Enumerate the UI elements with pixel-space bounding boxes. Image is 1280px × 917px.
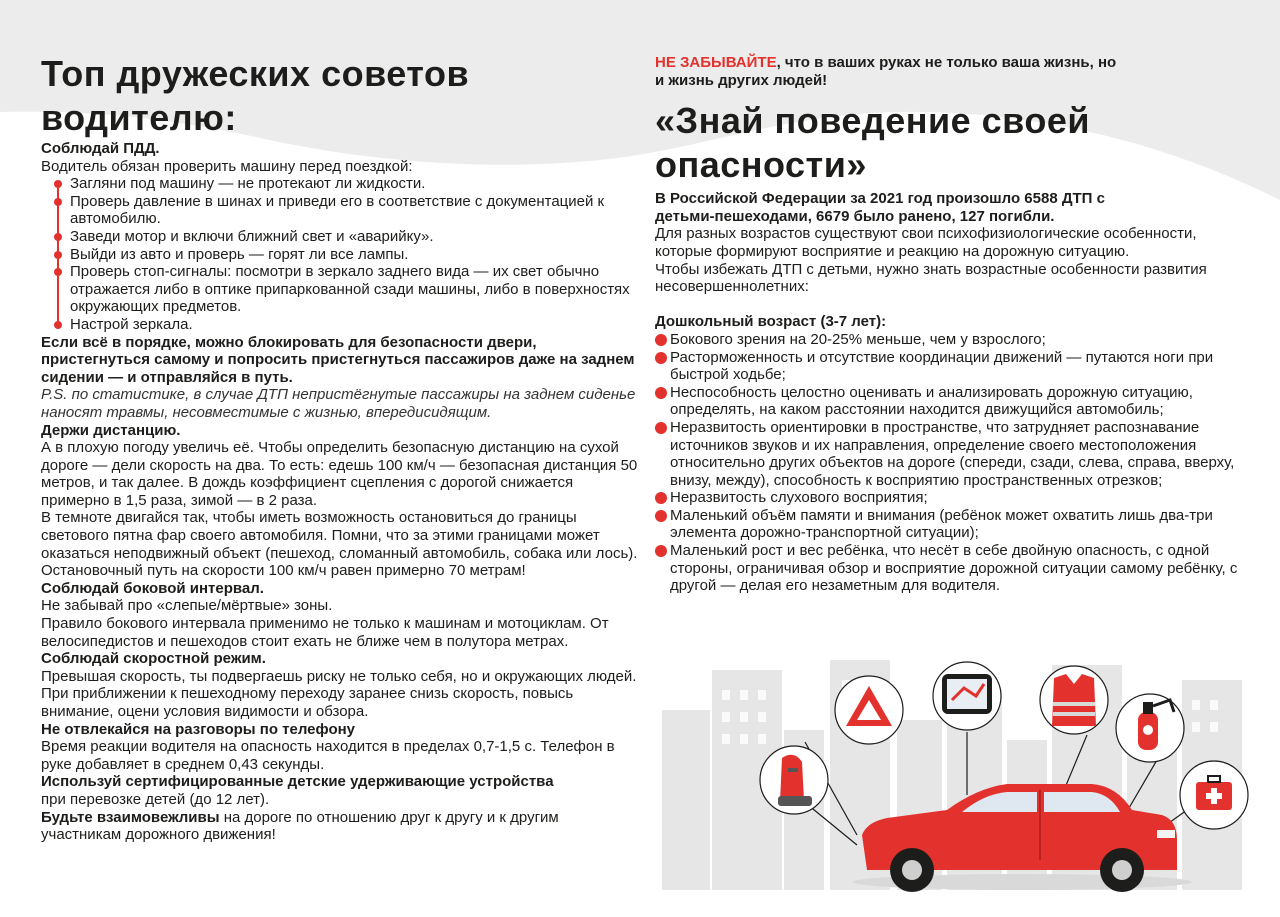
distance-text-1: А в плохую погоду увеличь её. Чтобы определить безопасную дистанцию на сухой дороге — дели скорость на два. То есть: едешь 100 км/ч — безопасная дистанция 50 метров, и так далее. В дождь коэффициент сцепления с дорогой снижается примерно в 1,5 раза, зимой — в 2 раза. [41, 439, 638, 509]
age-feature-item: Маленький рост и вес ребёнка, что несёт в себе двойную опасность, с одной стороны, ограничивая обзор и восприятие дорожной ситуации самому ребёнку, с другой — делая его незаметным для водителя. [670, 542, 1255, 595]
fire-extinguisher-icon [1116, 694, 1184, 762]
checklist-item: Выйди из авто и проверь — горят ли все лампы. [70, 246, 641, 264]
phone-text: Время реакции водителя на опасность находится в пределах 0,7-1,5 с. Телефон в руке добавляет в среднем 0,43 секунды. [41, 738, 615, 773]
intro-text-1: Для разных возрастов существуют свои психофизиологические особенности, которые формируют восприятие и реакцию на дорожную ситуацию. [655, 225, 1197, 260]
section-heading-pdd: Соблюдай ПДД. [41, 140, 160, 157]
section-heading-child-seats: Используй сертифицированные детские удерживающие устройства [41, 773, 554, 791]
intro-text-2: Чтобы избежать ДТП с детьми, нужно знать возрастные особенности развития несовершеннолетних: [655, 260, 1207, 296]
section-heading-distance: Держи дистанцию. [41, 421, 181, 439]
distance-text-2: В темноте двигайся так, чтобы иметь возможность остановиться до границы светового пятна фар своего автомобиля. Помни, что за этими границами может оказаться неподвижный объект (пешеход, сломанный автомобиль, собака или лось). Остановочный путь на скорости 100 км/ч равен примерно 70 метрам! [41, 509, 638, 580]
warning-triangle-icon [835, 676, 903, 744]
first-aid-kit-icon [1180, 761, 1248, 829]
age-features-list [655, 331, 1255, 595]
pdd-intro: Водитель обязан проверить машину перед поездкой: [41, 157, 413, 175]
age-feature-item: Маленький объём памяти и внимания (ребёнок может охватить лишь два-три элемента дорожно-транспортной ситуации); [670, 507, 1255, 542]
checklist-item: Настрой зеркала. [70, 316, 641, 334]
section-heading-speed: Соблюдай скоростной режим. [41, 650, 266, 668]
checklist-item: Проверь стоп-сигналы: посмотри в зеркало заднего вида — их свет обычно отражается либо в оптике припаркованной сзади машины, либо в поверхностях окружающих предметов. [70, 263, 641, 316]
age-feature-item: Бокового зрения на 20-25% меньше, чем у взрослого; [670, 331, 1255, 349]
age-feature-item: Расторможенность и отсутствие координации движений — путаются ноги при быстрой ходьбе; [670, 349, 1255, 384]
age-feature-item: Неразвитость слухового восприятия; [670, 489, 1255, 507]
ps-note: P.S. по статистике, в случае ДТП непристёгнутые пассажиры на заднем сиденье наносят травмы, несовместимые с жизнью, впередисидящим. [41, 386, 636, 421]
section-heading-phone: Не отвлекайся на разговоры по телефону [41, 720, 356, 738]
checklist-item: Проверь давление в шинах и приведи его в соответствие с документацией к автомобилю. [70, 193, 641, 228]
age-feature-item: Неспособность целостно оценивать и анализировать дорожную ситуацию, определять, на каком расстоянии находится движущийся автомобиль; [670, 384, 1255, 419]
left-title: Топ дружеских советов водителю: [41, 53, 470, 138]
child-seats-text: при перевозке детей (до 12 лет). [41, 790, 270, 808]
car-safety-illustration [662, 650, 1252, 895]
reminder [655, 54, 1125, 89]
checklist-item: Загляни под машину — не протекают ли жидкости. [70, 175, 641, 193]
left-column [41, 52, 641, 844]
navigator-icon [933, 662, 1001, 730]
reminder-red: НЕ ЗАБЫВАЙТЕ [655, 54, 777, 71]
politeness-rest: на дороге по отношению друг к другу и к другим участникам дорожного движения! [41, 808, 559, 844]
interval-text-1: Не забывай про «слепые/мёртвые» зоны. [41, 597, 333, 615]
checklist [41, 175, 641, 333]
section-heading-interval: Соблюдай боковой интервал. [41, 579, 264, 597]
child-seat-icon [760, 746, 828, 814]
age-heading: Дошкольный возраст (3-7 лет): [655, 313, 887, 331]
reflective-vest-icon [1040, 666, 1108, 734]
politeness-text [41, 809, 641, 844]
interval-text-2: Правило бокового интервала применимо не только к машинам и мотоциклам. От велосипедистов и пешеходов стоит ехать не ближе чем в полутора метрах. [41, 615, 609, 650]
seatbelt-advice: Если всё в порядке, можно блокировать для безопасности двери, пристегнуться самому и попросить пристегнуться пассажиров даже на заднем сидении — и отправляйся в путь. [41, 333, 635, 386]
right-column [655, 54, 1255, 595]
speed-text: Превышая скорость, ты подвергаешь риску не только себя, но и окружающих людей. При приближении к пешеходному переходу заранее снизь скорость, повысь внимание, оцени условия видимости и обзора. [41, 667, 637, 720]
checklist-item: Заведи мотор и включи ближний свет и «аварийку». [70, 228, 641, 246]
right-title: «Знай поведение своей опасности» [655, 100, 1090, 186]
reminder-rest: , что в ваших руках не только ваша жизнь, но и жизнь других людей! [655, 54, 1117, 89]
age-feature-item: Неразвитость ориентировки в пространстве, что затрудняет распознавание источников звуков и их направления, определение своего местоположения относительно других объектов на дороге (спереди, сзади, слева, справа, вверху, внизу, между), способность к восприятию пространственных отрезков; [670, 419, 1255, 489]
politeness-bold: Будьте взаимовежливы [41, 808, 220, 826]
statistics: В Российской Федерации за 2021 год произошло 6588 ДТП с детьми-пешеходами, 6679 было ранено, 127 погибли. [655, 190, 1105, 225]
